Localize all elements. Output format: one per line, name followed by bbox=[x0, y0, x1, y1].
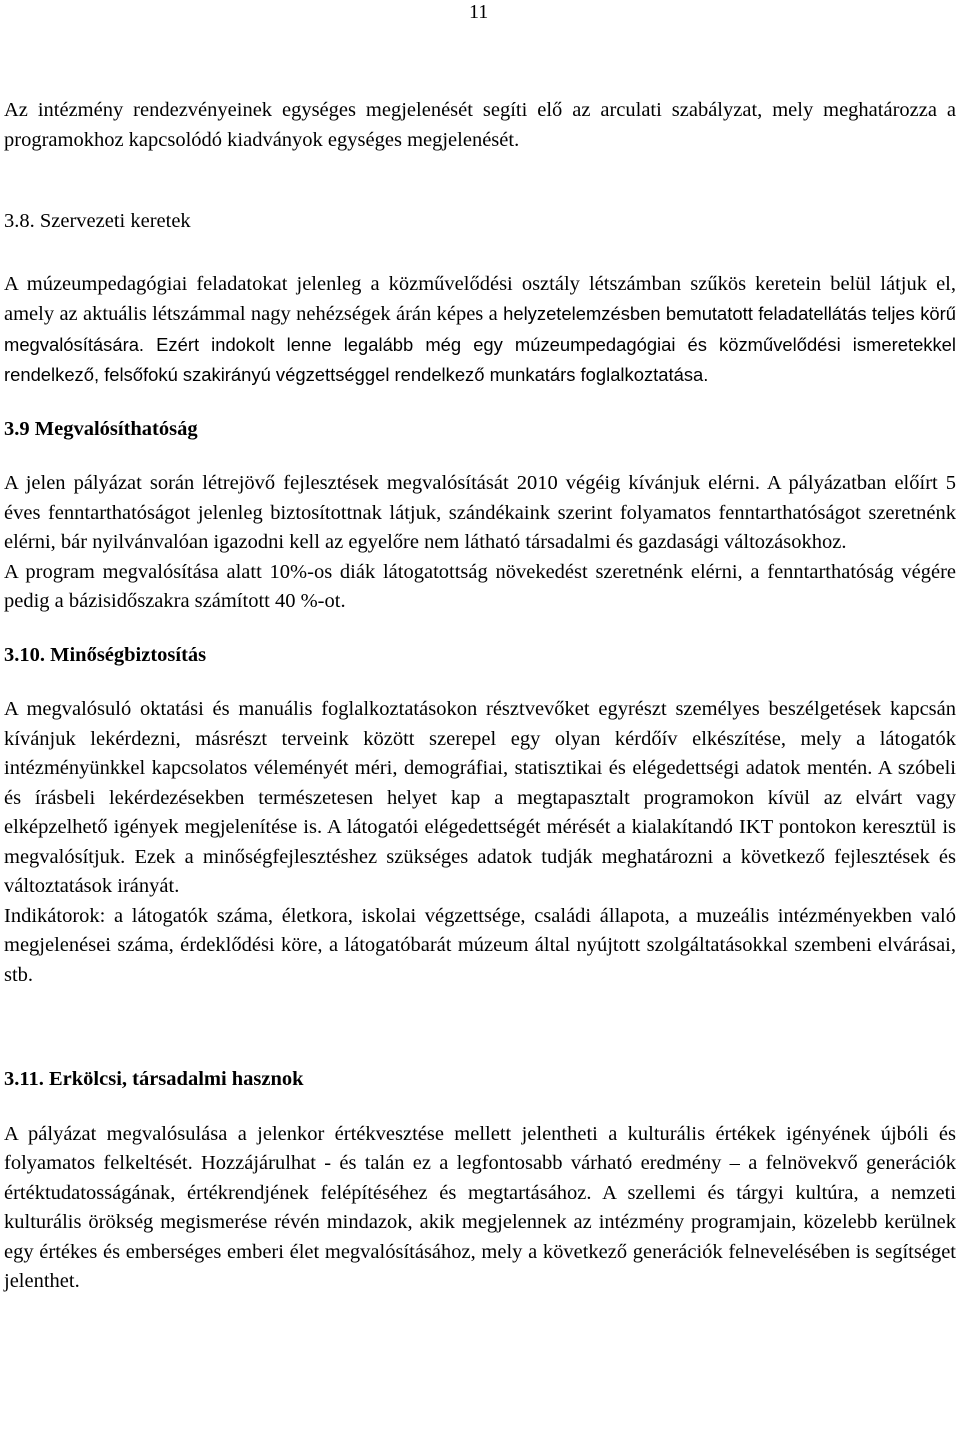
page-number: 11 bbox=[469, 1, 489, 23]
section-3-8-paragraph-sans: helyzetelemzésben bemutatott feladatellátás teljes körű megvalósítására. bbox=[4, 303, 956, 355]
section-3-9-paragraph-2: A program megvalósítása alatt 10%-os diák látogatottság növekedést szeretnénk elérni, a fenntarthatóság végére pedig a bázisidőszakra számított 40 %-ot. bbox=[4, 560, 956, 612]
section-3-11-paragraph-1: A pályázat megvalósulása a jelenkor értékvesztése mellett jelentheti a kulturális értékek igényének újbóli és folyamatos felkeltését. Hozzájárulhat - és talán ez a legfontosabb várható eredmény – a felnövekvő generációk értéktudatosságának, értékrendjének felépítéséhez és megtartásához. A szellemi és tárgyi kultúra, a nemzeti kulturális örökség megismerése révén mindazok, akik megjelennek az intézmény programjain, közelebb kerülnek egy értékes és emberséges emberi élet megvalósításához, mely a következő generációk felnevelésében is segítséget jelenthet. bbox=[4, 1122, 956, 1292]
document-body bbox=[4, 96, 956, 1297]
section-3-8-paragraph-tail: Ezért indokolt lenne legalább még egy múzeumpedagógiai és közművelődési ismeretekkel rendelkező, felsőfokú szakirányú végzettséggel rendelkező munkatárs foglalkoztatása. bbox=[4, 333, 956, 385]
section-heading-3-9: 3.9 Megvalósíthatóság bbox=[4, 417, 198, 440]
section-3-8-paragraph bbox=[4, 270, 956, 391]
section-3-8-paragraph-lead: A múzeumpedagógiai feladatokat jelenleg a közművelődési osztály létszámban szűkös keretein belül látjuk el, amely az aktuális létszámmal nagy nehézségek árán képes a bbox=[4, 272, 956, 325]
section-heading-3-11: 3.11. Erkölcsi, társadalmi hasznok bbox=[4, 1068, 304, 1090]
section-3-9-paragraph-1: A jelen pályázat során létrejövő fejlesztések megvalósítását 2010 végéig kívánjuk elérni. A pályázatban előírt 5 éves fenntarthatóságot jelenleg biztosítottnak látjuk, szándékaink szerint folyamatos fenntarthatóságot szeretnénk elérni, bár nyilvánvalóan igazodni kell az egyelőre nem látható társadalmi és gazdasági változásokhoz. bbox=[4, 472, 956, 553]
section-3-10-paragraph-1: A megvalósuló oktatási és manuális foglalkoztatásokon résztvevőket egyrészt személyes beszélgetések kapcsán kívánjuk lekérdezni, másrészt terveink között szerepel egy olyan kérdőív elkészítése, mely a látogatók intézményünkkel kapcsolatos véleményét méri, demográfiai, statisztikai és elégedettségi adatok mentén. A szóbeli és írásbeli lekérdezésekben természetesen helyet kap a megtapasztalt programokon kívül az elvárt vagy elképzelhető igények megjelenítése is. A látogatói elégedettségét mérését a kialakítandó IKT pontokon keresztül is megvalósítjuk. Ezek a minőségfejlesztéshez szükséges adatok tudják meghatározni a következő fejlesztések és változtatások irányát. bbox=[4, 698, 956, 897]
section-heading-3-10: 3.10. Minőségbiztosítás bbox=[4, 643, 207, 666]
section-heading-3-8: 3.8. Szervezeti keretek bbox=[4, 210, 191, 232]
section-3-10-paragraph-2: Indikátorok: a látogatók száma, életkora, iskolai végzettsége, családi állapota, a muzeális intézményekben való megjelenései száma, érdeklődési köre, a látogatóbarát múzeum által nyújtott szolgáltatásokkal szembeni elvárásai, stb. bbox=[4, 904, 956, 986]
intro-paragraph: Az intézmény rendezvényeinek egységes megjelenését segíti elő az arculati szabályzat, mely meghatározza a programokhoz kapcsolódó kiadványok egységes megjelenését. bbox=[4, 99, 956, 151]
